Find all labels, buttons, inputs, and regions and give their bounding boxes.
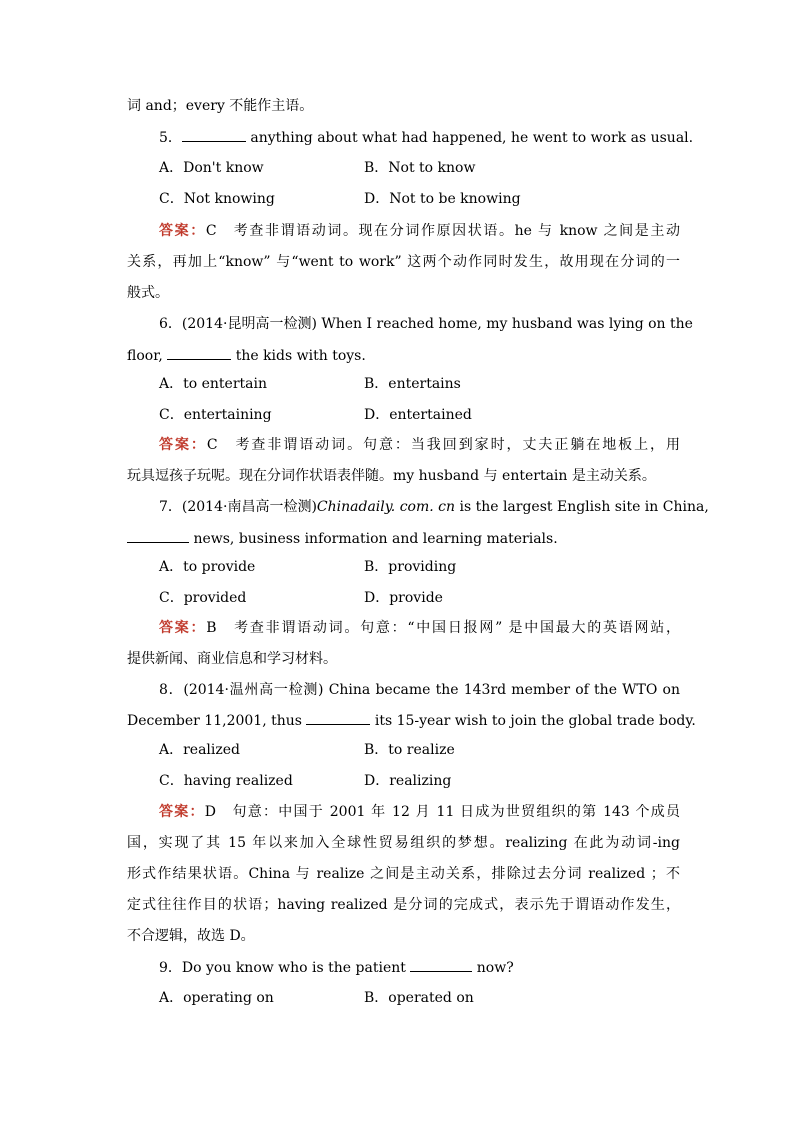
option-d: D．Not to be knowing (364, 191, 521, 207)
answer-7-line (159, 618, 680, 638)
website-name: Chinadaily. com. cn (316, 499, 456, 515)
question-text-part: 9．Do you know who is the patient (159, 960, 411, 976)
question-text-part: is the largest English site in China, (455, 499, 709, 515)
question-text (127, 345, 680, 365)
options-row (159, 158, 680, 178)
question-text (127, 710, 696, 730)
option-b: B．providing (364, 559, 457, 575)
options-row (159, 740, 680, 760)
option-c: C．having realized (159, 773, 293, 789)
options-row (159, 771, 680, 791)
option-d: D．provide (364, 590, 443, 606)
answer-text: B 考查非谓语动词。句意：“中国日报网” 是中国最大的英语网站， (206, 620, 681, 636)
options-row (159, 189, 680, 209)
option-a: A．Don't know (159, 160, 264, 176)
question-number: 5． (159, 130, 182, 146)
option-a: A．to entertain (159, 376, 267, 392)
answer-text: 玩具逗孩子玩呢。现在分词作状语表伴随。my husband 与 entertain 是主动关系。 (127, 468, 656, 484)
question-text (127, 528, 680, 548)
answer-text: 般式。 (127, 285, 169, 301)
question-text-part: news, business information and learning materials. (189, 531, 558, 547)
answer-text: 定式往往作目的状语；having realized 是分词的完成式，表示先于谓语动作发生， (127, 897, 680, 913)
option-c: C．provided (159, 590, 247, 606)
option-b: B．to realize (364, 742, 455, 758)
question-text-part: now? (472, 960, 514, 976)
option-a: A．operating on (159, 990, 274, 1006)
option-d: D．entertained (364, 407, 472, 423)
answer-text: 国，实现了其 15 年以来加入全球性贸易组织的梦想。realizing 在此为动词-ing (127, 835, 680, 851)
question-text-part: December 11,2001, thus (127, 713, 307, 729)
options-row (159, 374, 680, 394)
answer-text: 形式作结果状语。China 与 realize 之间是主动关系，排除过去分词 realized ；不 (127, 866, 680, 882)
answer-label: 答案： (159, 804, 205, 820)
answer-blank (306, 710, 370, 725)
options-row (159, 405, 680, 425)
options-row (159, 988, 680, 1008)
option-b: B．entertains (364, 376, 461, 392)
answer-text: 关系，再加上“know” 与“went to work” 这两个动作同时发生，故用现在分词的一 (127, 254, 680, 270)
answer-blank (410, 957, 472, 972)
option-c: C．Not knowing (159, 191, 275, 207)
question-text-part: floor, (127, 348, 168, 364)
option-d: D．realizing (364, 773, 452, 789)
option-a: A．realized (159, 742, 241, 758)
answer-5-line (159, 221, 680, 241)
question-7 (159, 497, 709, 517)
answer-8-line (159, 802, 680, 822)
answer-blank (127, 528, 189, 543)
option-c: C．entertaining (159, 407, 272, 423)
answer-label: 答案： (159, 223, 206, 239)
question-5 (159, 127, 694, 147)
question-text-part: the kids with toys. (231, 348, 366, 364)
option-a: A．to provide (159, 559, 256, 575)
options-row (159, 557, 680, 577)
answer-blank (167, 345, 231, 360)
option-b: B．Not to know (364, 160, 476, 176)
option-b: B．operated on (364, 990, 474, 1006)
answer-text: 不合逻辑，故选 D。 (127, 928, 255, 944)
question-9 (159, 957, 680, 977)
answer-text: D 句意：中国于 2001 年 12 月 11 日成为世贸组织的第 143 个成员 (204, 804, 681, 820)
answer-blank (182, 127, 246, 142)
text-line: 词 and；every 不能作主语。 (127, 98, 314, 114)
answer-text: C 考查非谓语动词。句意：当我回到家时，丈夫正躺在地板上，用 (206, 437, 680, 453)
answer-label: 答案： (159, 620, 207, 636)
answer-text: C 考查非谓语动词。现在分词作原因状语。he 与 know 之间是主动 (205, 223, 680, 239)
answer-label: 答案： (159, 437, 207, 453)
question-text-part: 7．(2014·南昌高一检测) (159, 499, 317, 515)
answer-text: 提供新闻、商业信息和学习材料。 (127, 651, 337, 667)
answer-6-line (159, 435, 680, 455)
question-text-part: its 15-year wish to join the global trade body. (370, 713, 696, 729)
question-6: 6．(2014·昆明高一检测) When I reached home, my husband was lying on the (159, 316, 693, 332)
options-row (159, 588, 680, 608)
question-8: 8．(2014·温州高一检测) China became the 143rd member of the WTO on (159, 682, 680, 698)
question-text: anything about what had happened, he went to work as usual. (245, 130, 694, 146)
